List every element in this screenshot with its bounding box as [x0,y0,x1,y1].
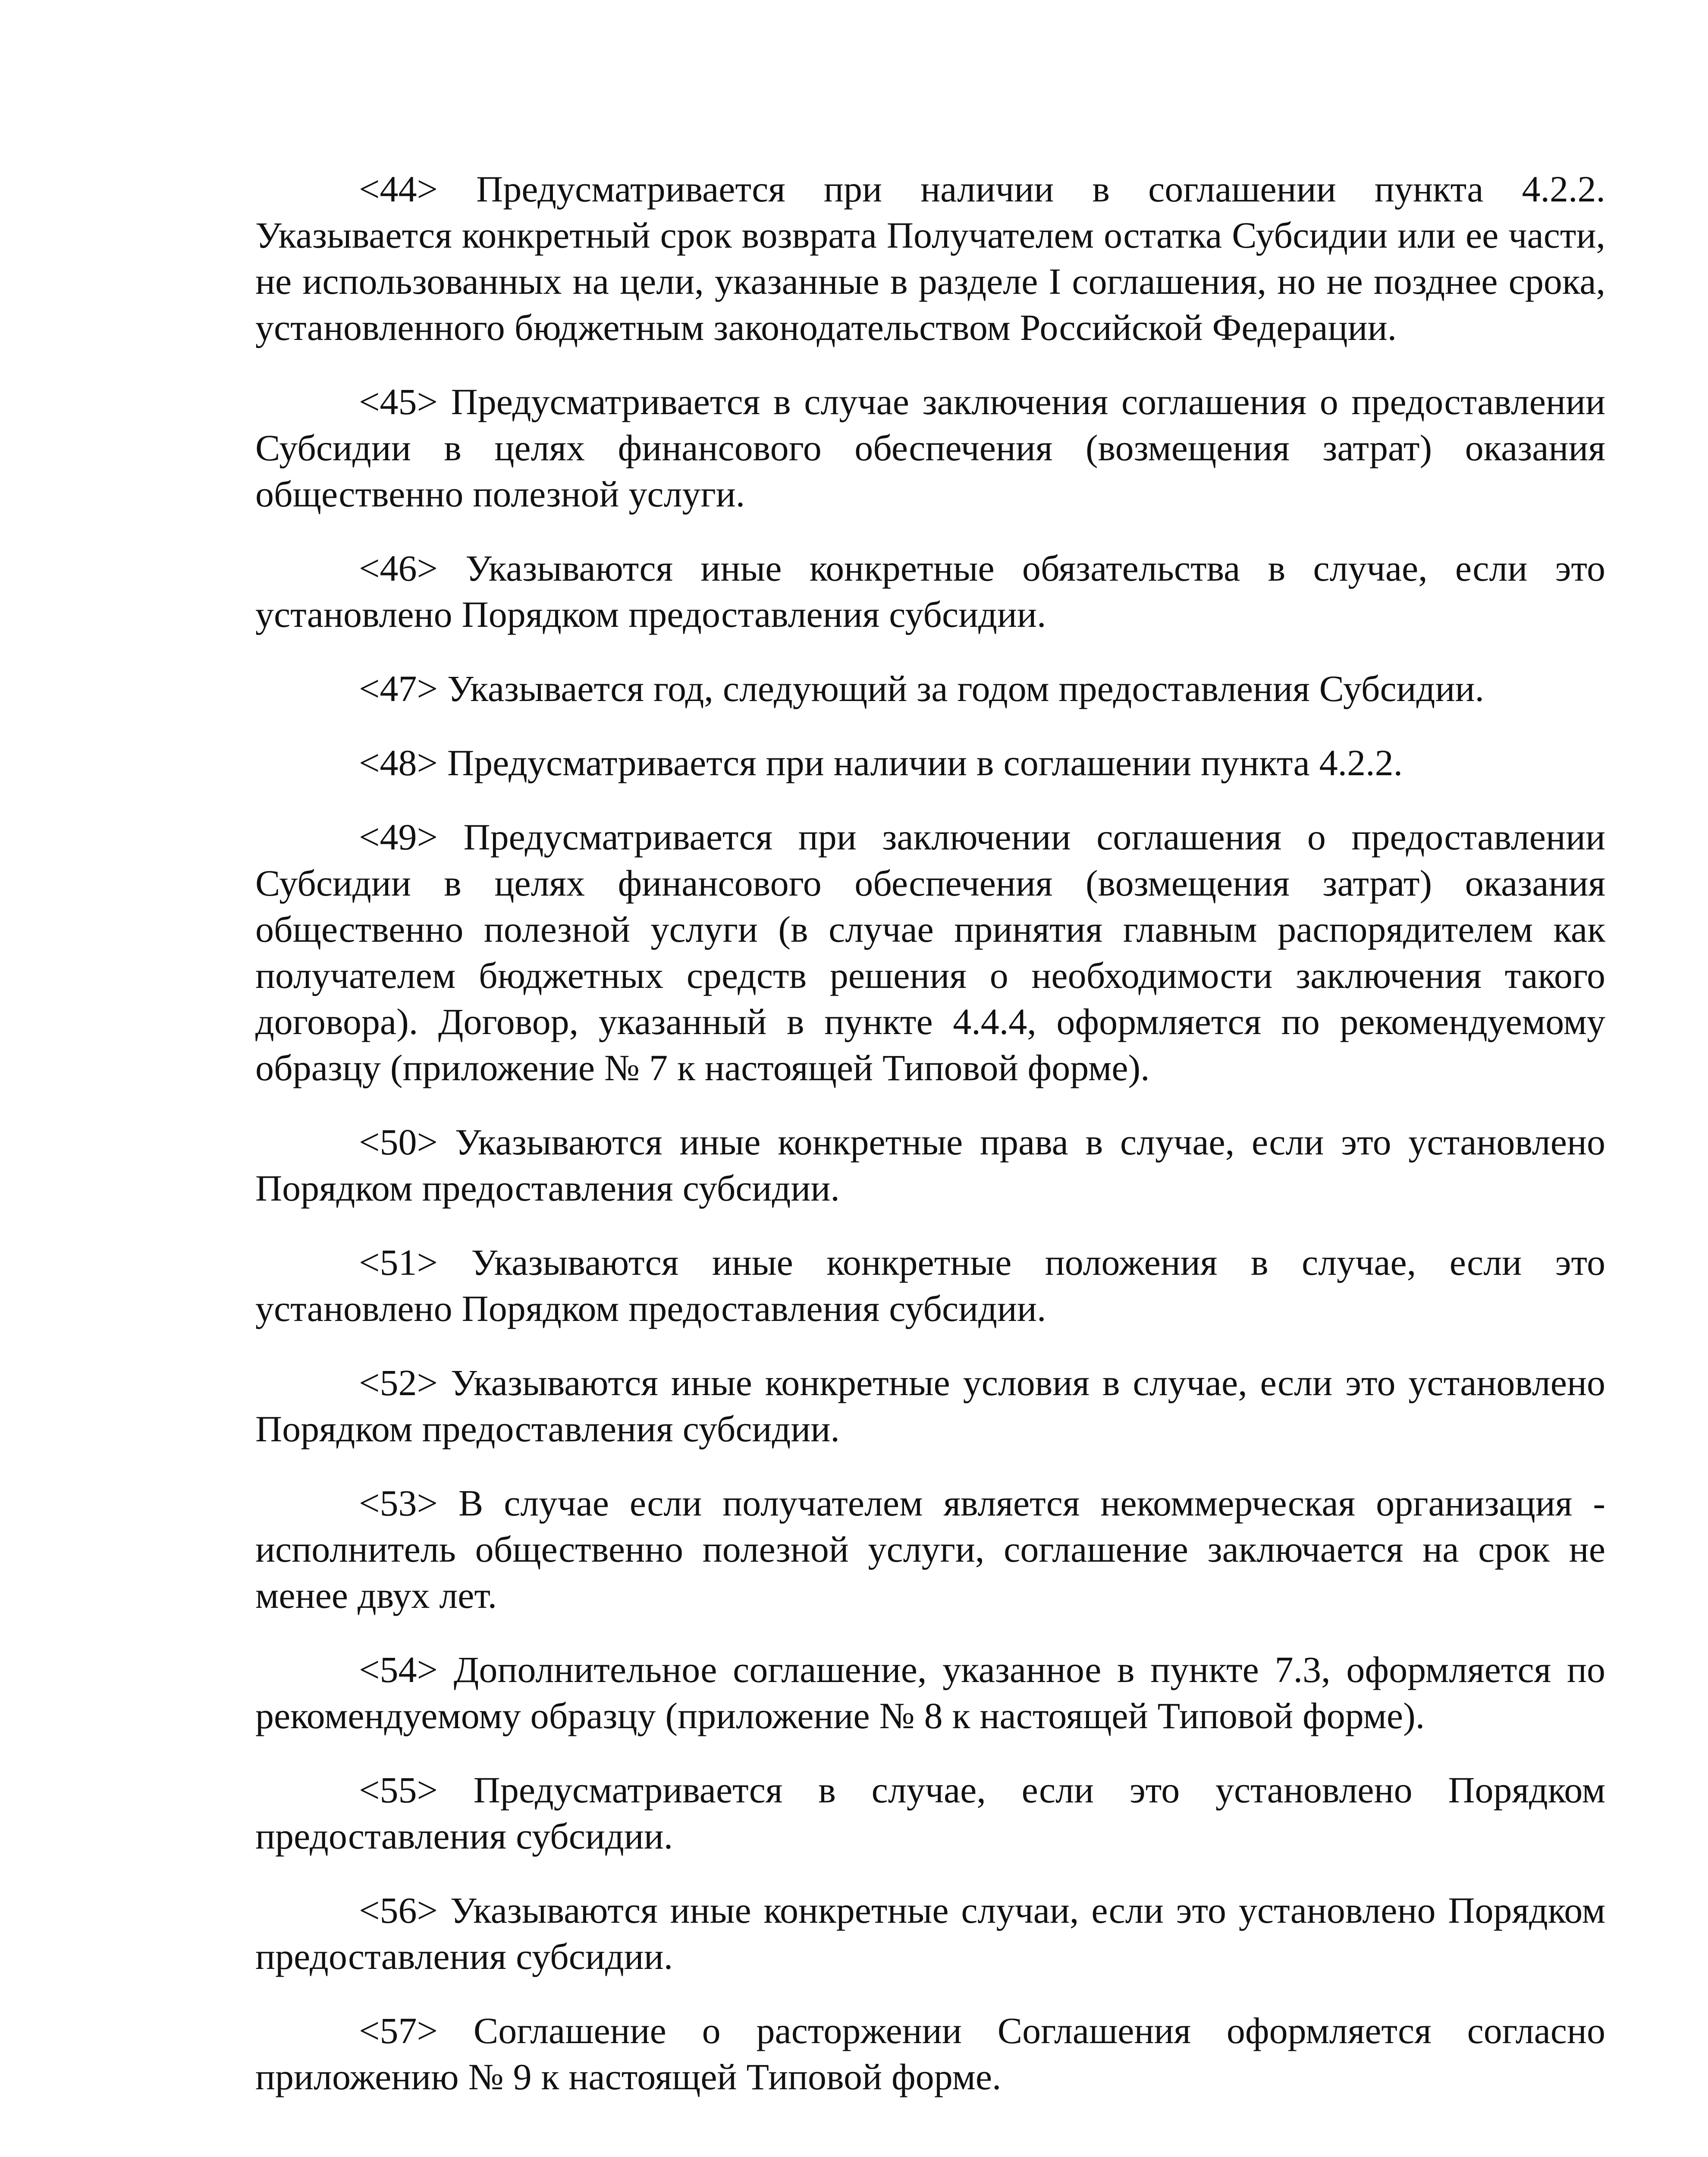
footnote-45: <45> Предусматривается в случае заключения соглашения о предоставлении Субсидии в целях финансового обеспечения (возмещения затрат) оказания общественно полезной услуги. [255,381,1605,515]
footnotes-block [255,166,1605,2128]
footnote-57: <57> Соглашение о расторжении Соглашения оформляется согласно приложению № 9 к настоящей Типовой форме. [255,2010,1605,2097]
footnote-53: <53> В случае если получателем является некоммерческая организация - исполнитель общественно полезной услуги, соглашение заключается на срок не менее двух лет. [255,1482,1605,1616]
footnote-51: <51> Указываются иные конкретные положения в случае, если это установлено Порядком предоставления субсидии. [255,1242,1605,1329]
footnote-52: <52> Указываются иные конкретные условия в случае, если это установлено Порядком предоставления субсидии. [255,1362,1605,1450]
footnote-44: <44> Предусматривается при наличии в соглашении пункта 4.2.2. Указывается конкретный срок возврата Получателем остатка Субсидии или ее части, не использованных на цели, указанные в разделе I соглашения, но не позднее срока, установленного бюджетным законодательством Российской Федерации. [255,168,1605,348]
footnote-49: <49> Предусматривается при заключении соглашения о предоставлении Субсидии в целях финансового обеспечения (возмещения затрат) оказания общественно полезной услуги (в случае принятия главным распорядителем как получателем бюджетных средств решения о необходимости заключения такого договора). Договор, указанный в пункте 4.4.4, оформляется по рекомендуемому образцу (приложение № 7 к настоящей Типовой форме). [255,816,1605,1088]
footnote-46: <46> Указываются иные конкретные обязательства в случае, если это установлено Порядком предоставления субсидии. [255,547,1605,635]
footnote-48: <48> Предусматривается при наличии в соглашении пункта 4.2.2. [359,742,1403,783]
footnote-54: <54> Дополнительное соглашение, указанное в пункте 7.3, оформляется по рекомендуемому образцу (приложение № 8 к настоящей Типовой форме). [255,1649,1605,1736]
footnote-56: <56> Указываются иные конкретные случаи, если это установлено Порядком предоставления субсидии. [255,1890,1605,1977]
footnote-55: <55> Предусматривается в случае, если это установлено Порядком предоставления субсидии. [255,1769,1605,1857]
footnote-50: <50> Указываются иные конкретные права в случае, если это установлено Порядком предоставления субсидии. [255,1121,1605,1209]
footnote-47: <47> Указывается год, следующий за годом предоставления Субсидии. [359,668,1484,709]
